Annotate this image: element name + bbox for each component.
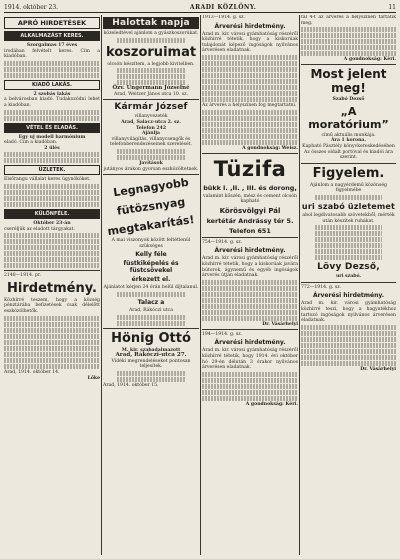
ad-heading: Október 23-án xyxy=(33,220,71,226)
notice-signature: Lőke xyxy=(87,376,100,382)
reference-number: 772—1914. g. sz. xyxy=(301,284,342,290)
notice-signature: A gondnokság: Weisz. xyxy=(242,145,298,151)
notice-text: Arad m. kir. városi gyámhatóság részéről közhírré tétetik, hogy a kiskorúak javára bútorok, ágynemű és egyéb ingóságok árverés útján eladatnak. xyxy=(202,256,298,279)
notice-title: Árverési hirdetmény. xyxy=(214,247,286,255)
ad-headline-slanted: megtakarítás! xyxy=(106,213,196,239)
column-misc-ads xyxy=(301,15,396,555)
book-subtitle: című aktuális munkája. xyxy=(321,132,376,138)
book-seller: Kapható Pásztély könyvkereskedésében xyxy=(302,143,395,149)
firm-subtitle: villanyvezeték xyxy=(134,114,168,120)
notice-text: Közhírré teszem, hogy a község pénztárába befizetések csak délelőtt eszközölhetők. xyxy=(4,297,100,314)
ad-text: villanyvilágítás, villanycsengők és telefonberendezéseinek szerelését. xyxy=(110,136,192,148)
notice-title: Árverési hirdetmény. xyxy=(312,292,385,300)
header-page-number: 11 xyxy=(388,3,396,11)
reference-number: 1913—1914. g. sz. xyxy=(202,15,245,20)
ad-subheading: füstkiképelés és füstcsövekel xyxy=(123,260,179,275)
firm-name-large: Hönig Ottó xyxy=(111,330,191,346)
column-advertisements xyxy=(103,15,199,555)
notice-signature: Dr. Vásárhelyi xyxy=(360,366,396,372)
reference-number: 2148—1914. pr. xyxy=(4,273,41,279)
ad-text: Az összes oldalt portóval és kiadói ára szerint. xyxy=(304,149,393,161)
notice-title: Árverési hirdetmény. xyxy=(214,22,286,30)
ad-text: eladó. Cím a kiadóban. xyxy=(4,140,58,146)
ad-text: A mai viszonyok között feltétlenül szükséges xyxy=(111,238,191,249)
notice-title: Hirdetmény. xyxy=(7,280,97,296)
notice-text: tal 4-t az árverés a helyszínen tartatik meg. xyxy=(301,15,396,26)
ad-subheading: bükk I. ,II. , III. és dorong, xyxy=(203,183,297,192)
header-date: 1914. október 23. xyxy=(4,3,59,11)
reference-number: 754—1914. g. sz. xyxy=(202,239,243,245)
notice-text: Az árverés a helyszínen fog megtartatni. xyxy=(202,102,297,108)
ad-text: Vidéki megrendeléseket pontosan teljesítek. xyxy=(111,358,191,370)
ad-heading: Szorgalmas 17 éves xyxy=(26,43,78,48)
notice-date: Arad, 1914. október 14. xyxy=(4,369,60,375)
firm-address: Arad, Weitzer János utca 10. sz. xyxy=(114,91,188,97)
firm-name: Körösvölgyi Pál xyxy=(219,206,281,215)
ad-text: Arad, Rákóczi utca xyxy=(128,307,173,313)
firm-address: Arad, Rákóczi-utca 27. xyxy=(115,352,187,359)
firm-phone: Telefon 242 xyxy=(135,125,167,131)
notice-signature: Dr. Vásárhelyi xyxy=(262,321,298,327)
ad-text: a belvárosban kiadó. Tudakozódni lehet a kiadóban. xyxy=(4,97,100,108)
column-divider xyxy=(200,15,201,555)
column-notices xyxy=(202,15,298,555)
banner-halottak-napja: Halottak napja xyxy=(103,17,199,29)
section-business: ÜZLETEK. xyxy=(4,165,100,175)
ad-subheading: uri szabó üzletemet xyxy=(301,201,396,211)
ad-subheading: Ajánlja xyxy=(142,131,160,137)
ad-text: Elsőrangu vállalat keres ügynököket. xyxy=(4,177,91,183)
ad-text: irodában felvételt keres. Cím a kiadóban. xyxy=(4,48,100,60)
firm-name-large: Kármár József xyxy=(114,102,188,113)
ad-text: Ajánlatot kérjen 24 órán belül díjtalanul. xyxy=(103,285,199,291)
ad-headline: Most jelent meg! xyxy=(310,67,387,96)
notice-text: Arad m. kir. városi gyámhatóság részéről közhírré tétetik, hogy a kiskorúak tulajdonát képező ingóságok nyilvános árverésen eladatnak. xyxy=(202,31,298,54)
ad-subheading: Talacz a xyxy=(137,298,165,306)
firm-address: kertétár Andrássy tér 5. xyxy=(206,216,294,225)
firm-name-large: Lövy Dezső, xyxy=(317,262,380,273)
ad-text: jutányos árakon gyorsan eszközöltetnek. xyxy=(103,166,199,172)
ad-text: Ajánlom a nagyérdemű közönség figyelmébe xyxy=(310,182,387,194)
ad-heading: 2 szobás lakás xyxy=(33,91,71,97)
classifieds-title: APRÓ HIRDETÉSEK xyxy=(4,17,100,29)
notice-signature: A gondnokság: Kéri. xyxy=(343,57,396,63)
column-classifieds xyxy=(4,15,100,555)
section-rentals: KIADÓ LAKÁS. xyxy=(4,80,100,90)
firm-address: Arad, Salacz-utca 2. sz. xyxy=(121,119,181,125)
notice-title: Árverési hirdetmény. xyxy=(214,339,286,347)
notice-text: Arad m. kir. városi gyámhatóság részéről közhírré tétetik, hogy 1914. évi október hó 29-én délután 3 órakor nyilvános árverésen eladatnak. xyxy=(202,348,298,371)
header-title: ARADI KÖZLÖNY. xyxy=(189,3,257,11)
ad-text: cseréljük az eladott tárgyakat. xyxy=(4,226,75,232)
section-misc: KÜLÖNFÉLE. xyxy=(4,209,100,219)
ad-text: valamint kőszén, mész és cement olcsón kapható xyxy=(203,193,297,205)
reference-number: 194—1914. g. sz. xyxy=(202,331,243,337)
section-buy-sell: VÉTEL ÉS ELADÁS. xyxy=(4,123,100,133)
ad-subheading: Kelly féle xyxy=(135,251,167,259)
ad-headline: Figyelem. xyxy=(312,165,385,181)
notice-date: Arad, 1914. október 15. xyxy=(103,382,159,388)
firm-name: Özv. Ungermann Józsefné xyxy=(112,85,190,92)
book-title: „A moratórium” xyxy=(308,104,389,131)
section-job-wanted: ALKALMAZÁST KERES. xyxy=(4,31,100,41)
ad-headline-tuzifa: Tüzifa xyxy=(213,156,287,181)
author-name: Szabó Dezső xyxy=(332,97,365,103)
ad-text: olcsón készítem, a legjobb kivitelben. xyxy=(107,61,195,67)
column-divider xyxy=(101,15,102,555)
ad-text: közeledtével ajánlom a gyászkoszorúkat. xyxy=(103,31,199,36)
column-divider xyxy=(299,15,300,555)
ad-heading: 2 ülés xyxy=(44,145,60,151)
ad-text: ahol legdivatosabb szövetekből, mérték után készítek ruhákat. xyxy=(302,212,395,224)
firm-subtitle: uri szabó. xyxy=(335,274,362,280)
ad-headline-slanted: fütözsnyag xyxy=(116,195,186,218)
firm-phone: Telefon 651 xyxy=(229,226,271,235)
ad-heading: Egy uj modell harmónium xyxy=(18,134,86,140)
ad-headline-slanted: Legnagyobb xyxy=(112,175,190,200)
notice-text: Arad m. kir. városi gyámhatóság közhírré teszi, hogy a hagyatékhoz tartozó ingóságok nyilvános árverésen eladatnak. xyxy=(301,301,396,324)
page-header xyxy=(4,2,396,13)
firm-subtitle: M. kir. szabadalmazott xyxy=(121,347,181,353)
ad-subheading: érkezett el. xyxy=(131,276,171,284)
ad-subheading: Javítások xyxy=(139,160,163,166)
notice-signature: A gondnokság: Kéri. xyxy=(245,401,298,407)
ad-headline: koszoruimat xyxy=(105,44,197,60)
book-price: Ára 1 korona. xyxy=(330,138,366,144)
